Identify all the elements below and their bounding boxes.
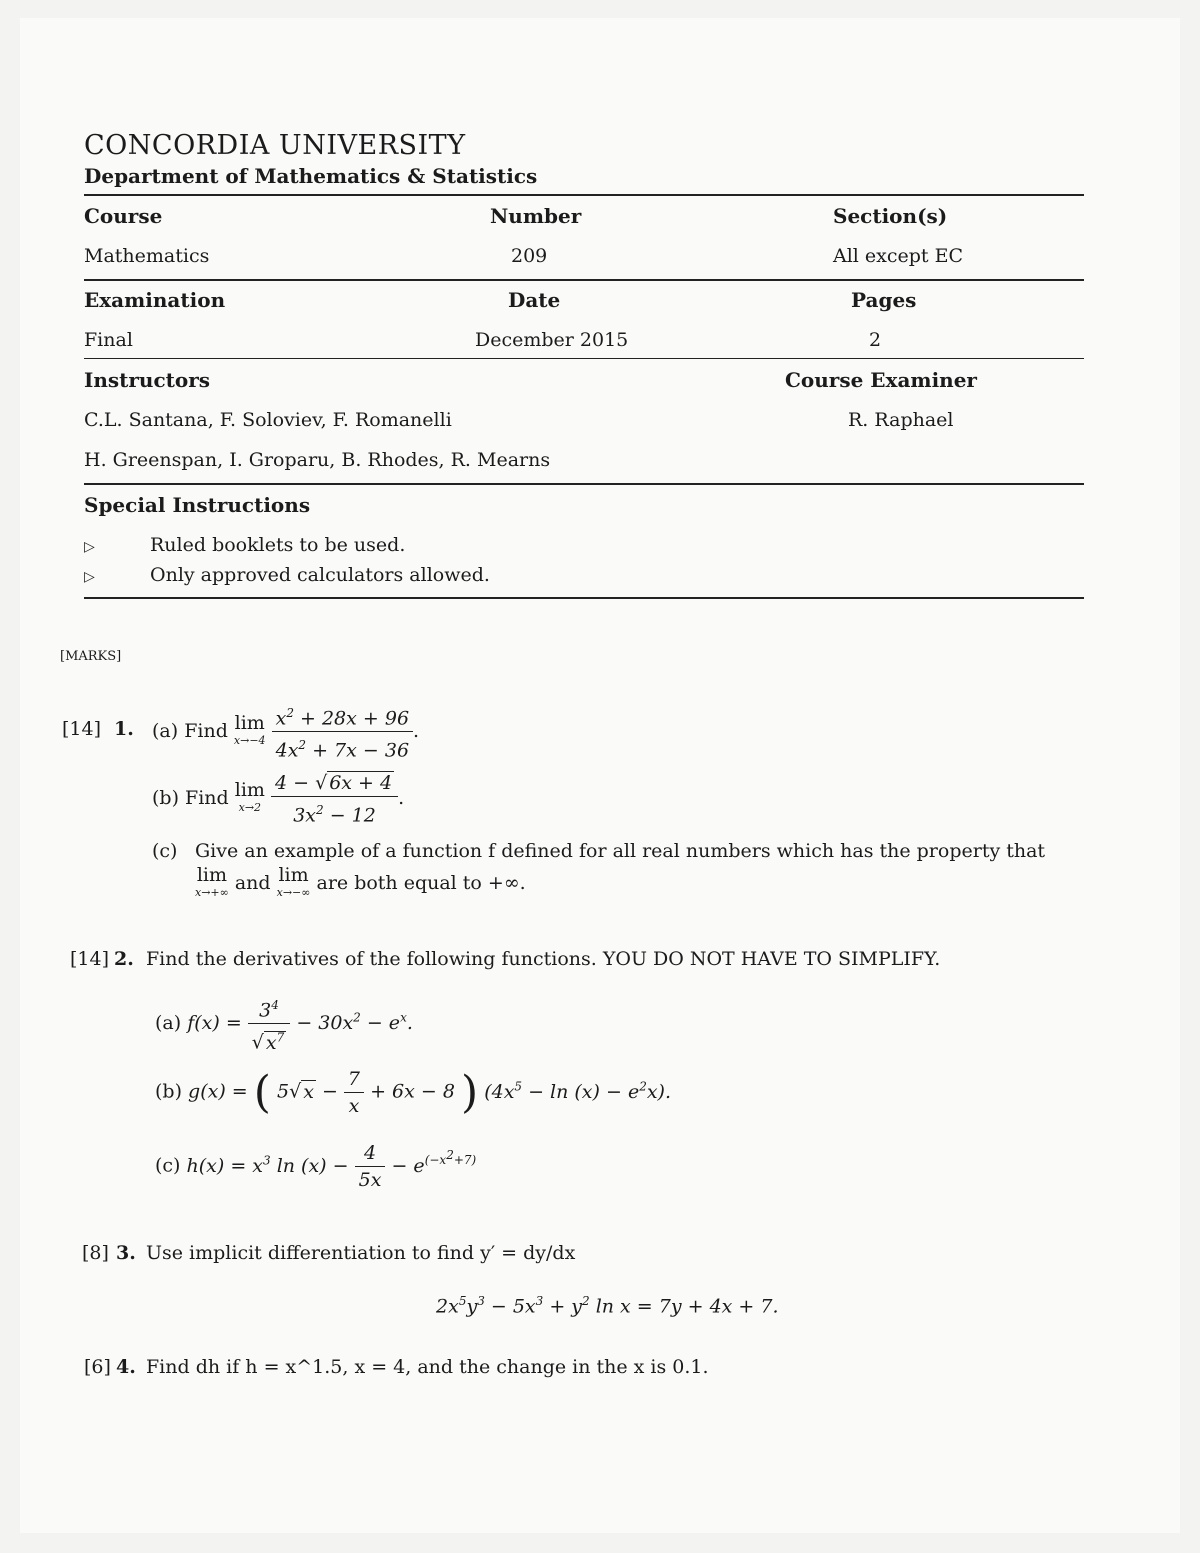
sections-value: All except EC (833, 245, 964, 267)
marks-label: [MARKS] (60, 649, 122, 664)
pages-value: 2 (869, 329, 882, 351)
q1c-label: (c) (152, 840, 178, 862)
find-word: Find (185, 787, 229, 810)
divider (84, 483, 1084, 485)
examiner-value: R. Raphael (848, 409, 954, 431)
exam-value: Final (84, 329, 133, 351)
instruction-item: Ruled booklets to be used. (150, 534, 406, 556)
q1b-expression: (b) Find lim x→2 $\frac{4 - √ 6x + 4}{3x^2 - 12}$ . (152, 772, 405, 827)
divider (84, 358, 1084, 359)
q1-number: 1. (114, 718, 134, 740)
q3-marks: [8] (82, 1242, 109, 1264)
q1a-label: (a) (152, 719, 179, 742)
number-label: Number (490, 204, 582, 228)
q4-text: Find dh if h = x^1.5, x = 4, and the change in the x is 0.1. (146, 1356, 709, 1378)
q1c-limits: lim x→+∞ and lim x→−∞ are both equal to +∞. (195, 864, 526, 899)
q1c-text: Give an example of a function f defined for all real numbers which has the property that (195, 840, 1046, 862)
instructors-line-1: C.L. Santana, F. Soloviev, F. Romanelli (84, 409, 452, 431)
exam-label: Examination (84, 288, 226, 312)
q2a-label: (a) (155, 1011, 182, 1034)
and-word: and (234, 872, 271, 894)
course-label: Course (84, 204, 163, 228)
q2c-expression: (c) $h(x) = x^3$ ln (x) − $\frac{4}{5x}$ − $e^{(-x^2+7)}$ (155, 1142, 477, 1191)
q2-marks: [14] (70, 948, 110, 970)
q4-number: 4. (116, 1356, 136, 1378)
triangle-bullet-icon: ▷ (84, 539, 95, 555)
q1-marks: [14] (62, 718, 102, 740)
q1a-expression: (a) Find lim x→−4 $\frac{x^2 + 28x + 96}{4x^2 + 7x - 36}$ . (152, 700, 419, 764)
q3-text: Use implicit differentiation to find y′ = dy/dx (146, 1242, 576, 1264)
triangle-bullet-icon: ▷ (84, 569, 95, 585)
q2b-label: (b) (155, 1080, 182, 1103)
pages-label: Pages (851, 288, 917, 312)
instructors-label: Instructors (84, 368, 211, 392)
instructors-line-2: H. Greenspan, I. Groparu, B. Rhodes, R. Mearns (84, 449, 551, 471)
find-word: Find (184, 719, 228, 742)
examiner-label: Course Examiner (785, 368, 977, 392)
divider (84, 597, 1084, 599)
q2b-expression: (b) g(x) = ( 5√ x − $\frac{7}{x}$ + 6x − 8 ) $(4x^5 - \ln (x) - e^2x)$. (155, 1067, 671, 1118)
q2-text: Find the derivatives of the following functions. YOU DO NOT HAVE TO SIMPLIFY. (146, 948, 941, 970)
date-value: December 2015 (475, 329, 629, 351)
sections-label: Section(s) (833, 204, 948, 228)
divider (84, 194, 1084, 196)
q4-marks: [6] (84, 1356, 111, 1378)
q2-number: 2. (114, 948, 134, 970)
date-label: Date (508, 288, 561, 312)
q2c-label: (c) (155, 1154, 181, 1177)
instruction-item: Only approved calculators allowed. (150, 564, 490, 586)
q1b-label: (b) (152, 787, 179, 810)
q1c-text-end: are both equal to +∞. (316, 872, 526, 894)
course-value: Mathematics (84, 245, 210, 267)
university-name: CONCORDIA UNIVERSITY (84, 130, 466, 161)
q3-equation: $2x^5y^3 - 5x^3 + y^2$ ln x = 7y + 4x + 7. (436, 1294, 779, 1318)
q2a-expression: (a) f(x) = $\frac{3^4}{√ x^7}$ − $30x^2 - e^x$. (155, 992, 413, 1056)
special-instructions-label: Special Instructions (84, 493, 311, 517)
number-value: 209 (511, 245, 548, 267)
divider (84, 279, 1084, 281)
q3-number: 3. (116, 1242, 136, 1264)
department-name: Department of Mathematics & Statistics (84, 164, 538, 188)
